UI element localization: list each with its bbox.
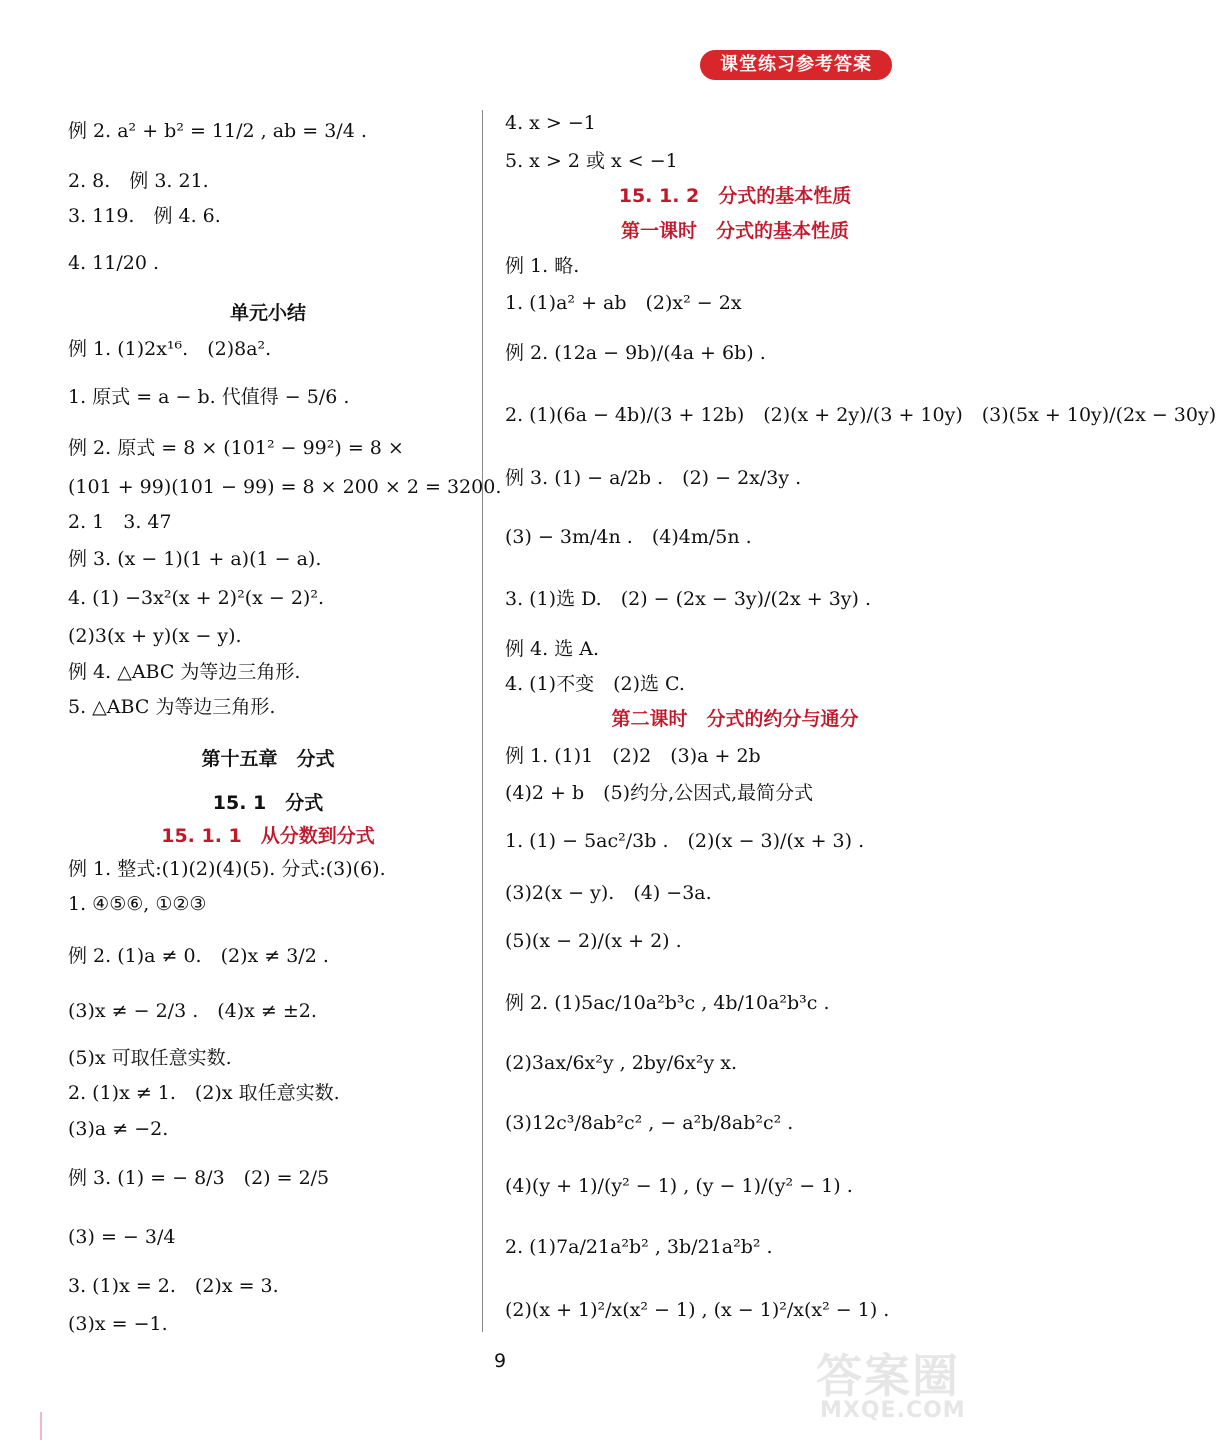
watermark-logo [806,1340,994,1436]
left-line-26: 例 3. (1) = − 8/3 (2) = 2/5 [68,1167,330,1189]
left-line-11: 例 3. (x − 1)(1 + a)(1 − a). [68,548,322,570]
right-line-10: (3) − 3m/4n . (4)4m/5n . [505,526,752,548]
left-line-18: 15. 1. 1 从分数到分式 [161,825,375,847]
right-line-24: 2. (1)7a/21a²b² , 3b/21a²b² . [505,1236,773,1258]
left-line-3: 3. 119. 例 4. 6. [68,205,221,227]
right-line-15: 例 1. (1)1 (2)2 (3)a + 2b [505,745,761,767]
right-line-21: (2)3ax/6x²y , 2by/6x²y x. [505,1052,738,1074]
left-line-24: 2. (1)x ≠ 1. (2)x 取任意实数. [68,1082,340,1104]
left-line-9: (101 + 99)(101 − 99) = 8 × 200 × 2 = 3200. [68,476,502,498]
left-line-8: 例 2. 原式 = 8 × (101² − 99²) = 8 × [68,437,404,459]
left-line-28: 3. (1)x = 2. (2)x = 3. [68,1275,279,1297]
right-line-2: 5. x > 2 或 x < −1 [505,150,678,172]
left-line-13: (2)3(x + y)(x − y). [68,625,242,647]
left-line-14: 例 4. △ABC 为等边三角形. [68,661,301,683]
right-line-17: 1. (1) − 5ac²/3b . (2)(x − 3)/(x + 3) . [505,830,865,852]
right-line-12: 例 4. 选 A. [505,638,600,660]
right-line-20: 例 2. (1)5ac/10a²b³c , 4b/10a²b³c . [505,992,830,1014]
left-line-17: 15. 1 分式 [212,792,324,814]
right-line-23: (4)(y + 1)/(y² − 1) , (y − 1)/(y² − 1) . [505,1175,853,1197]
section-badge: 课堂练习参考答案 [700,50,892,80]
left-line-15: 5. △ABC 为等边三角形. [68,696,276,718]
right-line-11: 3. (1)选 D. (2) − (2x − 3y)/(2x + 3y) . [505,588,872,610]
right-line-8: 2. (1)(6a − 4b)/(3 + 12b) (2)(x + 2y)/(3 + 10y) (3)(5x + 10y)/(2x − 30y) [505,404,1216,426]
left-line-22: (3)x ≠ − 2/3 . (4)x ≠ ±2. [68,1000,317,1022]
right-line-7: 例 2. (12a − 9b)/(4a + 6b) . [505,342,766,364]
left-line-16: 第十五章 分式 [201,748,335,770]
left-line-1: 例 2. a² + b² = 11/2 , ab = 3/4 . [68,120,367,142]
right-line-4: 第一课时 分式的基本性质 [620,220,849,242]
left-line-7: 1. 原式 = a − b. 代值得 − 5/6 . [68,386,350,408]
left-line-19: 例 1. 整式:(1)(2)(4)(5). 分式:(3)(6). [68,858,386,880]
left-line-20: 1. ④⑤⑥, ①②③ [68,893,207,915]
page-edge-mark [40,1412,42,1440]
right-line-3: 15. 1. 2 分式的基本性质 [618,185,852,207]
right-line-19: (5)(x − 2)/(x + 2) . [505,930,682,952]
right-line-22: (3)12c³/8ab²c² , − a²b/8ab²c² . [505,1112,794,1134]
left-line-6: 例 1. (1)2x¹⁶. (2)8a². [68,338,272,360]
left-line-25: (3)a ≠ −2. [68,1118,169,1140]
page-number: 9 [493,1350,507,1372]
left-line-5: 单元小结 [229,302,306,324]
left-line-27: (3) = − 3/4 [68,1226,176,1248]
left-line-4: 4. 11/20 . [68,252,160,274]
right-line-9: 例 3. (1) − a/2b . (2) − 2x/3y . [505,467,802,489]
left-line-10: 2. 1 3. 47 [68,511,172,533]
right-line-13: 4. (1)不变 (2)选 C. [505,673,685,695]
left-line-2: 2. 8. 例 3. 21. [68,170,209,192]
right-line-1: 4. x > −1 [505,112,596,134]
watermark-title: 答案圈 [816,1349,960,1403]
left-line-29: (3)x = −1. [68,1313,168,1335]
right-line-25: (2)(x + 1)²/x(x² − 1) , (x − 1)²/x(x² − 1) . [505,1299,890,1321]
right-line-14: 第二课时 分式的约分与通分 [611,708,859,730]
right-line-18: (3)2(x − y). (4) −3a. [505,882,712,904]
watermark-url: MXQE.COM [820,1398,966,1423]
left-line-21: 例 2. (1)a ≠ 0. (2)x ≠ 3/2 . [68,945,329,967]
left-line-23: (5)x 可取任意实数. [68,1047,232,1069]
left-line-12: 4. (1) −3x²(x + 2)²(x − 2)². [68,587,324,609]
right-line-5: 例 1. 略. [505,255,580,277]
right-line-6: 1. (1)a² + ab (2)x² − 2x [505,292,742,314]
column-divider [482,110,483,1332]
right-line-16: (4)2 + b (5)约分,公因式,最简分式 [505,782,814,804]
